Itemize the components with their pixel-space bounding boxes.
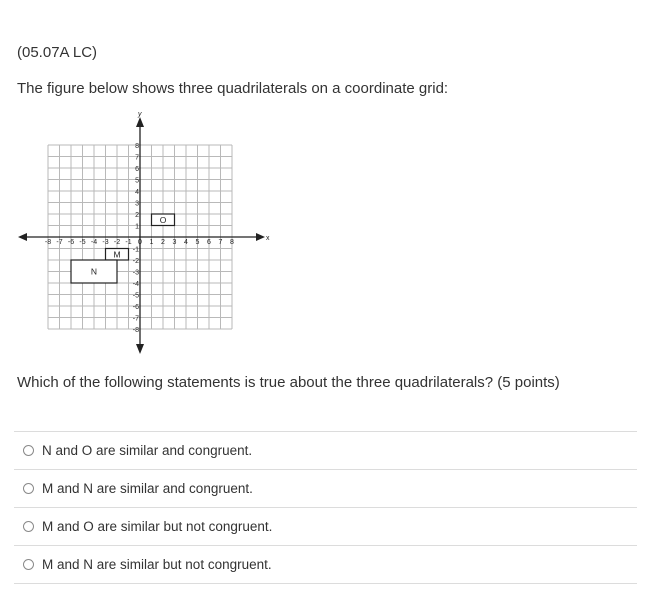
x-axis-right-arrow-icon	[256, 233, 265, 241]
choice-d[interactable]	[14, 546, 637, 584]
y-tick-label: -4	[132, 281, 139, 288]
choice-label: M and O are similar but not congruent.	[42, 519, 273, 534]
radio-button-icon[interactable]	[23, 445, 34, 456]
y-tick-label: -6	[132, 304, 139, 311]
choice-label: M and N are similar and congruent.	[42, 481, 253, 496]
choice-a[interactable]	[14, 432, 637, 470]
y-tick-label: -3	[132, 269, 139, 277]
x-tick-label: -4	[90, 239, 98, 246]
y-tick-label: -5	[132, 292, 139, 300]
x-tick-label: 5	[195, 239, 200, 246]
y-tick-label: -8	[132, 327, 139, 334]
coordinate-grid	[0, 105, 290, 365]
y-tick-label: 5	[135, 177, 139, 185]
y-tick-label: 6	[135, 166, 139, 173]
x-tick-label: -2	[113, 239, 121, 246]
x-tick-label: 8	[230, 239, 234, 246]
x-tick-label: 7	[218, 239, 223, 246]
x-tick-label: 3	[172, 239, 177, 246]
question-text: Which of the following statements is true about the three quadrilaterals? (5 points)	[17, 374, 560, 391]
y-axis-up-arrow-icon	[136, 117, 144, 127]
radio-button-icon[interactable]	[23, 483, 34, 494]
x-axis-label: x	[266, 235, 270, 242]
quadrilateral-label-n: N	[90, 266, 98, 277]
radio-button-icon[interactable]	[23, 521, 34, 532]
x-tick-label: -7	[56, 239, 63, 246]
y-tick-label: 7	[135, 154, 139, 162]
question-id: (05.07A LC)	[17, 44, 98, 61]
x-tick-label: -5	[79, 239, 86, 246]
x-tick-label: -1	[125, 239, 132, 246]
y-tick-label: 2	[135, 212, 139, 219]
x-tick-label: 6	[207, 239, 211, 246]
y-tick-label: -1	[132, 246, 139, 254]
choice-label: M and N are similar but not congruent.	[42, 557, 272, 572]
x-axis-left-arrow-icon	[18, 233, 27, 241]
x-tick-label: 4	[184, 239, 188, 246]
y-tick-label: -2	[132, 258, 139, 265]
question-prompt: The figure below shows three quadrilaterals on a coordinate grid:	[17, 80, 449, 97]
choice-c[interactable]	[14, 508, 637, 546]
quadrilateral-label-m: M	[113, 249, 121, 260]
quadrilateral-label-o: O	[159, 214, 167, 225]
x-tick-label: -8	[44, 239, 52, 246]
y-axis-down-arrow-icon	[136, 344, 144, 354]
x-tick-label: 0	[138, 239, 142, 246]
choice-b[interactable]	[14, 470, 637, 508]
x-tick-label: -3	[102, 239, 109, 246]
x-tick-label: 2	[161, 239, 165, 246]
y-tick-label: 4	[135, 189, 139, 196]
choice-label: N and O are similar and congruent.	[42, 443, 253, 458]
x-tick-label: -6	[67, 239, 75, 246]
coordinate-grid-figure	[0, 105, 290, 365]
y-axis-label: y	[138, 111, 142, 118]
radio-button-icon[interactable]	[23, 559, 34, 570]
x-tick-label: 1	[149, 239, 154, 246]
y-tick-label: 8	[135, 143, 139, 150]
y-tick-label: 3	[135, 200, 139, 208]
y-tick-label: -7	[132, 315, 139, 323]
y-tick-label: 1	[135, 223, 139, 231]
answer-choices	[14, 431, 637, 584]
